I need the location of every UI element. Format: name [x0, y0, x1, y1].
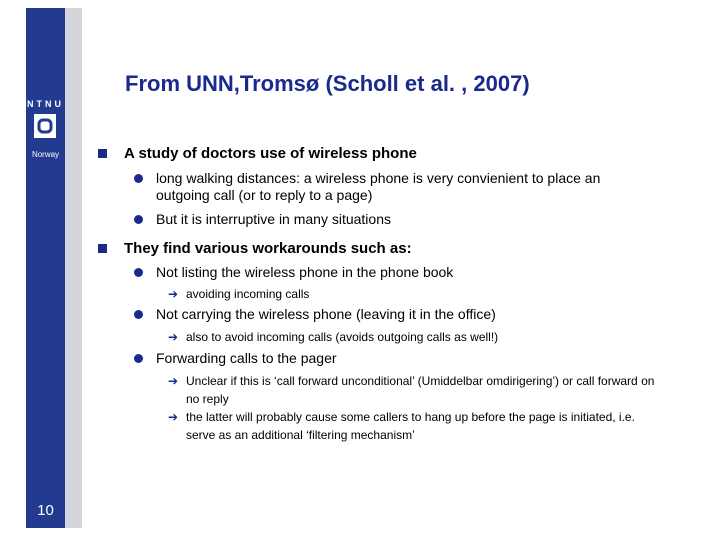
page-number: 10 [37, 502, 54, 519]
arrow-item-text: also to avoid incoming calls (avoids outgoing calls as well!) [186, 330, 499, 344]
sub-bullet-text: But it is interruptive in many situations [156, 211, 391, 227]
circle-bullet-icon [134, 215, 143, 224]
circle-bullet-icon [134, 268, 143, 277]
square-bullet-icon [98, 244, 107, 253]
sub-bullet-text: Not carrying the wireless phone (leaving it in the office) [156, 306, 496, 322]
norway-label: Norway [31, 150, 60, 159]
arrow-item-text: the latter will probably cause some callers to hang up before the page is initiated, i.e. serve as an additional ‘filtering mechanism’ [186, 410, 635, 442]
arrow-right-icon: ➔ [168, 410, 179, 424]
sidebar [26, 8, 65, 528]
sub-bullet-text: Forwarding calls to the pager [156, 350, 337, 366]
arrow-right-icon: ➔ [168, 374, 179, 388]
ntnu-logo-icon [34, 114, 56, 138]
arrow-item-text: Unclear if this is ‘call forward unconditional’ (Umiddelbar omdirigering’) or call forward on no reply [186, 374, 655, 406]
sub-bullet-text: long walking distances: a wireless phone is very convienient to place an outgoing call (or to reply to a page) [156, 170, 601, 203]
bullet-text: A study of doctors use of wireless phone [124, 145, 417, 162]
page-title: From UNN,Tromsø (Scholl et al. , 2007) [125, 71, 530, 96]
arrow-item-text: avoiding incoming calls [186, 287, 310, 301]
sub-bullet-text: Not listing the wireless phone in the phone book [156, 264, 454, 280]
bullet-text: They find various workarounds such as: [124, 240, 412, 257]
circle-bullet-icon [134, 310, 143, 319]
ntnu-logo-text: NTNU [27, 99, 64, 109]
circle-bullet-icon [134, 354, 143, 363]
square-bullet-icon [98, 149, 107, 158]
arrow-right-icon: ➔ [168, 330, 179, 344]
arrow-right-icon: ➔ [168, 287, 179, 301]
circle-bullet-icon [134, 174, 143, 183]
